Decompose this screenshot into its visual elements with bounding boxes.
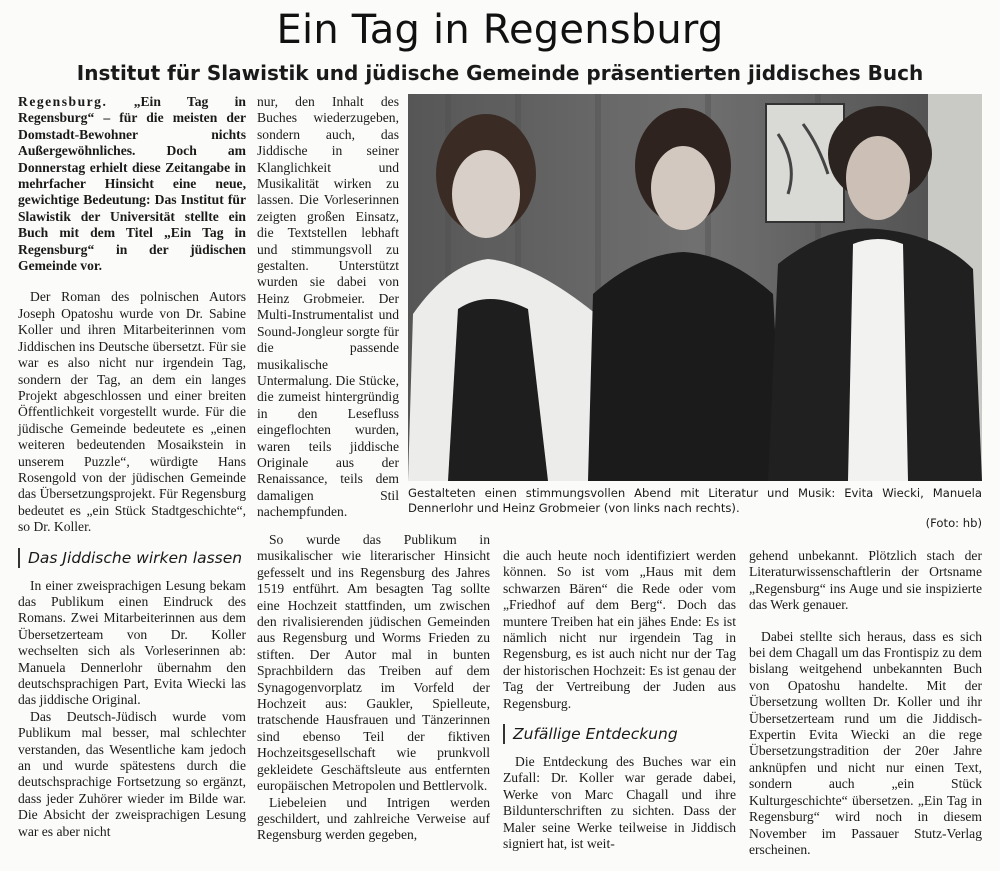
column-2-lower: [257, 532, 490, 844]
column-2: [257, 94, 399, 521]
body-paragraph: die auch heute noch identifiziert werden können. So ist vom „Haus mit dem schwarzen Bären“ die Rede oder vom „Friedhof auf dem Berg“. Doch das muntere Treiben hat ein jähes Ende: Es ist nämlich nicht nur irgendein Tag in Regensburg, es ist auch nicht nur der Tag der historischen Hochzeit: Es ist genau der Tag der Vertreibung der Juden aus Regensburg.: [503, 548, 736, 711]
photo-illustration: [408, 94, 982, 481]
body-paragraph: Das Deutsch-Jüdisch wurde vom Publikum mal besser, mal schlechter verstanden, das Wesentliche kam jedoch an und wurde spätestens durch die deutschsprachige Fortsetzung so ergänzt, dass jeder Zuhörer wieder im Bilde war. Die Absicht der zweisprachigen Lesung war es aber nicht: [18, 708, 246, 839]
body-paragraph: Liebeleien und Intrigen werden geschildert, und zahlreiche Verweise auf Regensburg werden gegeben,: [257, 794, 490, 843]
column-1: [18, 94, 246, 840]
body-paragraph: So wurde das Publikum in musikalischer wie literarischer Hinsicht gefesselt und ins Regensburg des Jahres 1519 entführt. Am besagten Tag sollte eine Hochzeit stattfinden, um zwischen den rivalisierenden jüdischen Gemeinden aus Regensburg und Worms Frieden zu stiften. Der Autor mal in bunten Sprachbildern das Treiben auf dem Synagogenvorplatz im Vorfeld der Hochzeit aus: Gaukler, Spielleute, tratschende Hausfrauen und Tänzerinnen sind ebenso Teil der fiktiven Hochzeitsgesellschaft wie prunkvoll gekleidete Geschäftsleute aus entfernten europäischen Metropolen und Bettlervolk.: [257, 532, 490, 794]
column-3: [503, 548, 736, 853]
body-paragraph: Dabei stellte sich heraus, dass es sich bei dem Chagall um das Frontispiz zu dem bislang weitgehend unbekannten Buch von Opatoshu handelte. Mit der Übersetzung wollten Dr. Koller und ihr Übersetzerteam rund um die Jiddisch-Expertin Evita Wiecki an die rege Übersetzungstradition der 20er Jahre anknüpfen und nicht nur einen Text, sondern auch „ein Stück Kulturgeschichte“ übersetzen. „Ein Tag in Regensburg“ wird noch in diesem November im Passauer Stutz-Verlag erscheinen.: [749, 628, 982, 857]
lead-text: „Ein Tag in Regensburg“ – für die meisten der Domstadt-Bewohner nichts Außergewöhnliches. Doch am Donnerstag erhielt diese Zeitangabe in mehrfacher Hinsicht eine neue, gewichtige Bedeutung: Das Institut für Slawistik der Universität stellte ein Buch mit dem Titel „Ein Tag in Regensburg“ in der jüdischen Gemeinde vor.: [18, 94, 246, 274]
column-4: [749, 548, 982, 858]
lead-paragraph: [18, 94, 246, 274]
body-paragraph: In einer zweisprachigen Lesung bekam das Publikum einen Eindruck des Romans. Zwei Mitarbeiterinnen aus dem Übersetzerteam von Dr. Koller wechselten sich als Vorleserinnen ab: Manuela Dennerlohr übernahm den deutschsprachigen Part, Evita Wiecki las das jiddische Original.: [18, 577, 246, 708]
photo-caption: [408, 486, 982, 531]
body-paragraph: nur, den Inhalt des Buches wiederzugeben, sondern auch, das Jiddische in seiner Klanglichkeit und Musikalität wirken zu lassen. Die Vorleserinnen zeigten großen Einsatz, die Textstellen lebhaft und stimmungsvoll zu gestalten. Unterstützt wurden sie dabei von Heinz Grobmeier. Der Multi-Instrumentalist und Sound-Jongleur sorgte für die passende musikalische Untermalung. Die Stücke, die zumeist hintergründig in den Lesefluss eingeflochten wurden, waren teils jiddische Originale aus der Renaissance, teils dem damaligen Stil nachempfunden.: [257, 94, 399, 520]
article-photo: [408, 94, 982, 481]
section-subhead: Zufällige Entdeckung: [503, 724, 736, 744]
dateline-city: Regensburg.: [18, 94, 108, 109]
body-paragraph: Der Roman des polnischen Autors Joseph Opatoshu wurde von Dr. Sabine Koller und ihren Mitarbeiterinnen vom Jiddischen ins Deutsche übersetzt. Für sie war es also nicht nur irgendein Tag, sondern der Tag, an dem ein langes Projekt abgeschlossen und einer breiten Öffentlichkeit vorgestellt wurde. Für die jüdische Gemeinde bedeutete es „einen weiteren bedeutenden Mosaikstein in unserem Puzzle“, würdigte Hans Rosengold von der jüdischen Gemeinde das Übersetzungsprojekt. Für Regensburg bedeutet es „ein Stück Stadtgeschichte“, so Dr. Koller.: [18, 289, 246, 535]
body-paragraph: gehend unbekannt. Plötzlich stach der Literaturwissenschaftlerin der Ortsname „Regensburg“ ins Auge und sie inspizierte das Werk genauer.: [749, 548, 982, 613]
article-subheadline: Institut für Slawistik und jüdische Gemeinde präsentierten jiddisches Buch: [76, 61, 924, 85]
body-paragraph: Die Entdeckung des Buches war ein Zufall: Dr. Koller war gerade dabei, Werke von Marc Chagall und ihre Bildunterschriften zu sichten. Dass der Maler seine Werke teilweise in Jiddisch signiert hat, ist weit-: [503, 754, 736, 852]
photo-credit: (Foto: hb): [925, 516, 982, 530]
article-headline: Ein Tag in Regensburg: [276, 7, 724, 53]
section-subhead: Das Jiddische wirken lassen: [18, 548, 246, 568]
caption-text: Gestalteten einen stimmungsvollen Abend mit Literatur und Musik: Evita Wiecki, Manuela Dennerlohr und Heinz Grobmeier (von links nach rechts).: [408, 486, 982, 515]
